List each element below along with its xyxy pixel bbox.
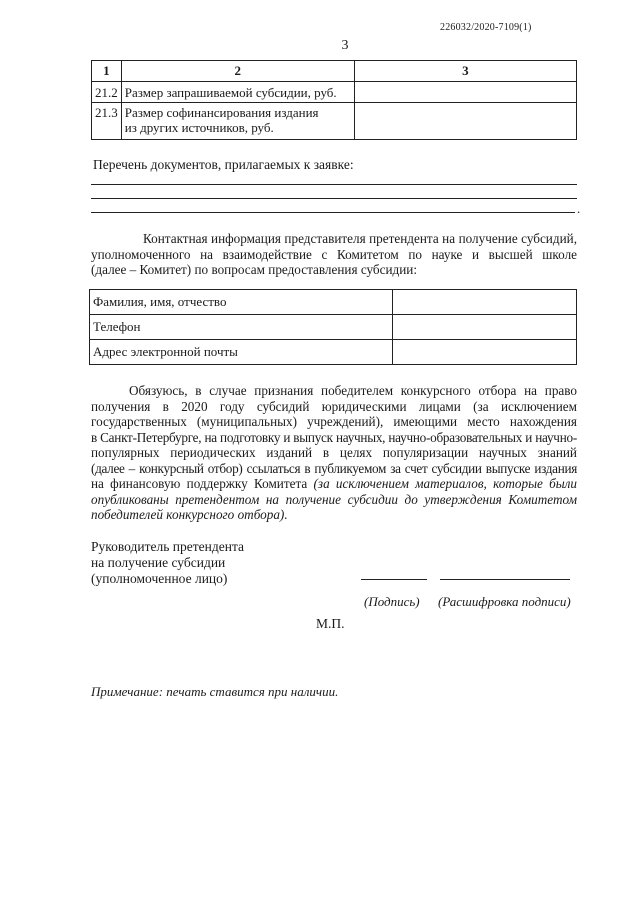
contact-value[interactable] (393, 290, 577, 315)
contact-intro-line: уполномоченного на взаимодействие с Комитетом по науке и высшей школе (91, 246, 577, 262)
obligation-paragraph (91, 383, 577, 523)
table-row (90, 315, 577, 340)
row-label (121, 103, 354, 140)
note: Примечание: печать ставится при наличии. (91, 684, 339, 699)
contact-value[interactable] (393, 340, 577, 365)
obligation-line: Обязуюсь, в случае признания победителем конкурсного отбора на право (129, 383, 577, 398)
signatory-line: на получение субсидии (91, 555, 226, 570)
obligation-italic: (за исключением материалов, которые были (313, 476, 578, 491)
table-row (92, 82, 577, 103)
obligation-italic: победителей конкурсного отбора). (91, 507, 288, 522)
documents-trailing-dot: . (577, 201, 581, 216)
signatory-line: (уполномоченное лицо) (91, 571, 228, 586)
table-header-row (92, 61, 577, 82)
table-row (90, 340, 577, 365)
contact-intro-line: (далее – Комитет) по вопросам предоставления субсидии: (91, 262, 418, 277)
contact-label: Адрес электронной почты (90, 340, 393, 365)
obligation-line (91, 492, 577, 508)
documents-line[interactable] (91, 184, 577, 185)
contact-label: Телефон (90, 315, 393, 340)
obligation-line: (далее – конкурсный отбор) ссылаться в публикуемом за счет субсидии выпуске издания (91, 460, 577, 476)
obligation-italic: опубликованы претендентом на получение субсидии до утверждения Комитетом (91, 491, 577, 507)
obligation-text: на финансовую поддержку Комитета (91, 476, 308, 491)
row-value[interactable] (354, 103, 576, 140)
row-value[interactable] (354, 82, 576, 103)
contact-intro-line: Контактная информация представителя претендента на получение субсидий, (143, 231, 577, 246)
column-header: 2 (121, 61, 354, 82)
documents-line[interactable] (91, 212, 575, 213)
obligation-line: в Санкт-Петербурге, на подготовку и выпуск научных, научно-образовательных и научно- (91, 429, 577, 445)
signature-caption: (Подпись) (364, 594, 420, 609)
row-label-line: из других источников, руб. (124, 120, 274, 135)
column-header: 1 (92, 61, 122, 82)
contact-value[interactable] (393, 315, 577, 340)
row-number: 21.3 (92, 103, 122, 140)
signatory-block (91, 539, 244, 587)
obligation-line (91, 507, 577, 523)
obligation-line: популярных периодических изданий в целях популяризации научных знаний (91, 445, 577, 460)
page-number: 3 (341, 38, 349, 53)
contact-table (89, 289, 577, 365)
obligation-line (91, 476, 577, 492)
stamp-label: М.П. (316, 616, 345, 631)
table-row (90, 290, 577, 315)
row-number: 21.2 (92, 82, 122, 103)
signature-decode-line[interactable] (440, 579, 570, 580)
obligation-line: получения в 2020 году субсидий юридическими лицами (за исключением (91, 398, 577, 414)
signatory-line: Руководитель претендента (91, 539, 245, 554)
signature-decode-caption: (Расшифровка подписи) (438, 594, 571, 609)
row-label-line: Размер софинансирования издания (124, 105, 319, 120)
table-row (92, 103, 577, 140)
subsidy-table (91, 60, 577, 140)
signature-line[interactable] (361, 579, 427, 580)
documents-line[interactable] (91, 198, 577, 199)
column-header: 3 (354, 61, 576, 82)
contact-intro (91, 231, 577, 278)
row-label: Размер запрашиваемой субсидии, руб. (121, 82, 354, 103)
documents-label: Перечень документов, прилагаемых к заявке: (93, 157, 354, 172)
obligation-line: государственных (муниципальных) учреждений), имеющими место нахождения (91, 414, 577, 429)
document-id: 226032/2020-7109(1) (440, 22, 532, 33)
contact-label: Фамилия, имя, отчество (90, 290, 393, 315)
